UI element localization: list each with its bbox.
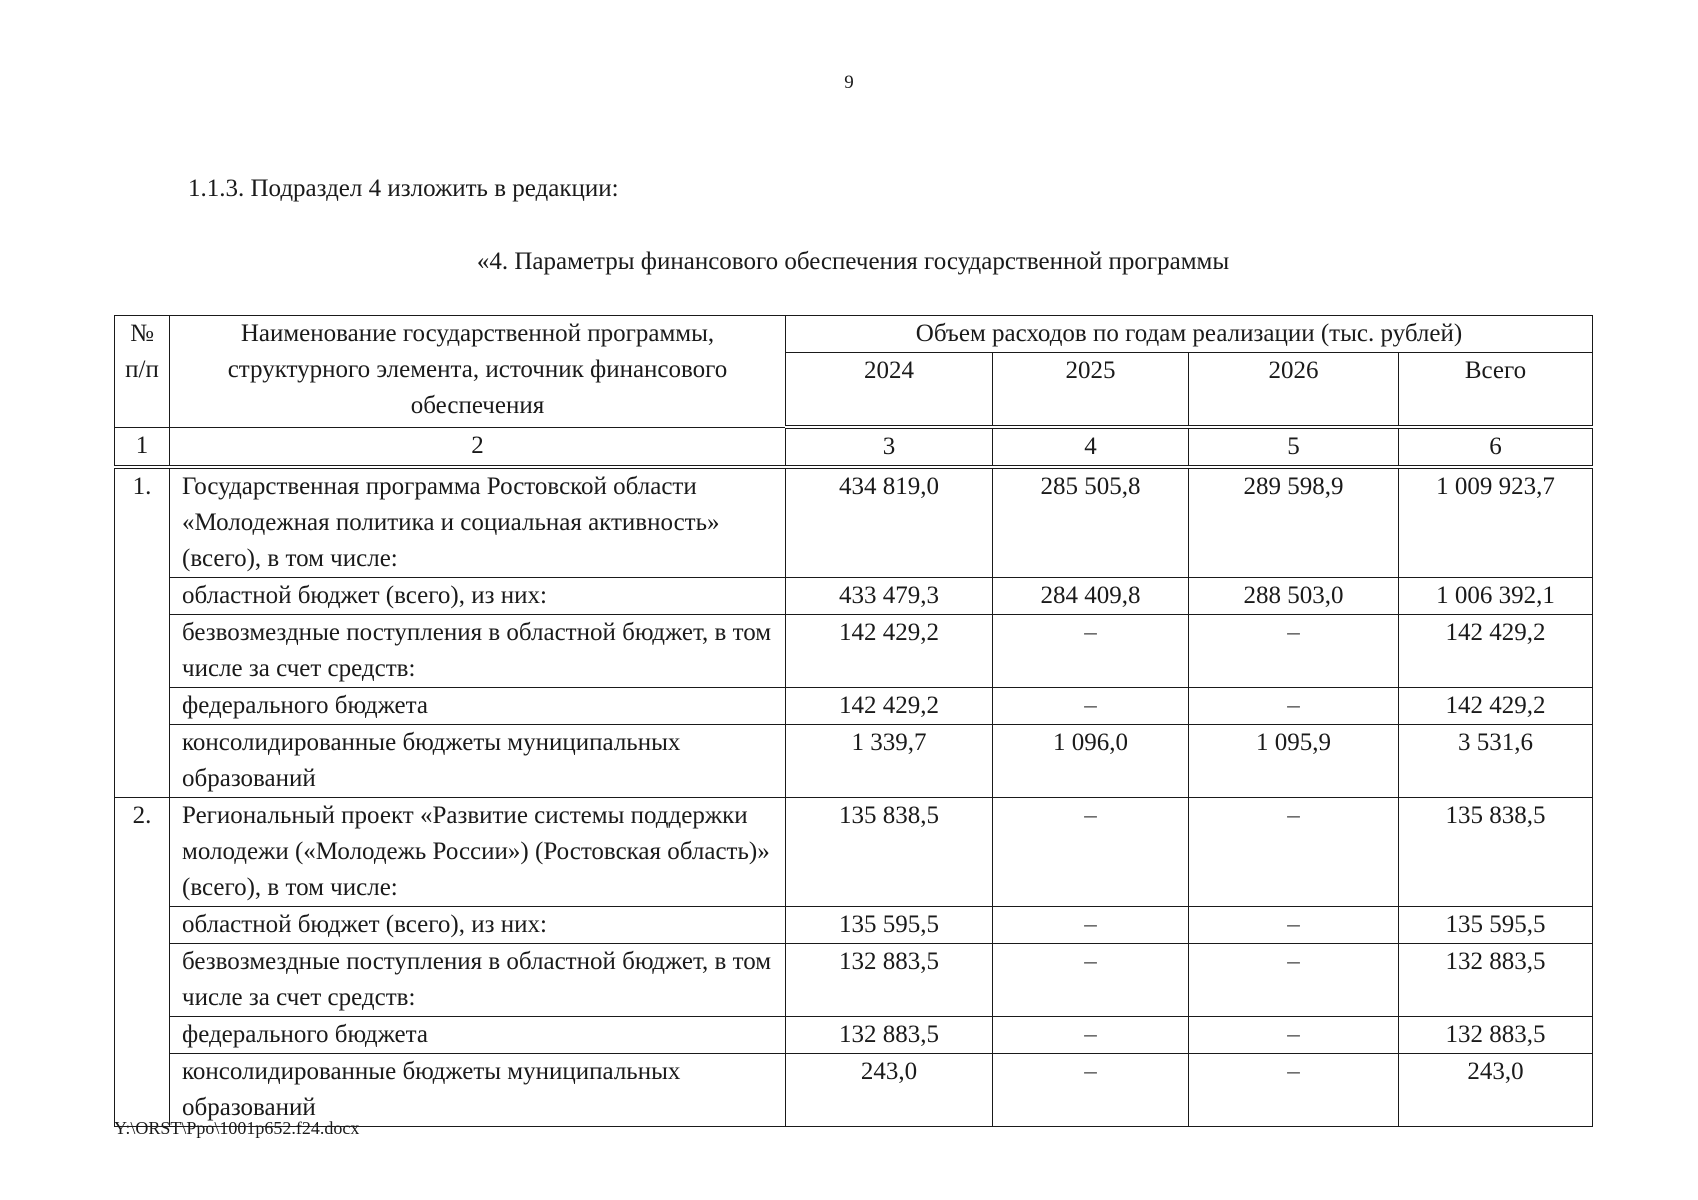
row-name: консолидированные бюджеты муниципальных образований <box>170 725 786 798</box>
cell-v2025: – <box>993 907 1189 944</box>
cell-v2026: – <box>1189 1054 1399 1127</box>
cell-v2025: – <box>993 798 1189 907</box>
header-total: Всего <box>1399 353 1593 428</box>
cell-total: 132 883,5 <box>1399 944 1593 1017</box>
colnum-4: 4 <box>993 427 1189 467</box>
header-year-2026: 2026 <box>1189 353 1399 428</box>
table-row <box>115 798 1593 907</box>
section-heading: «4. Параметры финансового обеспечения государственной программы <box>476 248 1230 275</box>
table-row <box>115 907 1593 944</box>
cell-v2026: – <box>1189 944 1399 1017</box>
cell-total: 135 595,5 <box>1399 907 1593 944</box>
row-name: областной бюджет (всего), из них: <box>170 578 786 615</box>
cell-v2024: 1 339,7 <box>786 725 993 798</box>
header-volume: Объем расходов по годам реализации (тыс. рублей) <box>786 316 1593 353</box>
row-name: безвозмездные поступления в областной бюджет, в том числе за счет средств: <box>170 615 786 688</box>
cell-total: 1 009 923,7 <box>1399 467 1593 578</box>
row-name: безвозмездные поступления в областной бюджет, в том числе за счет средств: <box>170 944 786 1017</box>
colnum-2: 2 <box>170 427 786 467</box>
cell-v2025: – <box>993 944 1189 1017</box>
header-year-2024: 2024 <box>786 353 993 428</box>
cell-v2024: 142 429,2 <box>786 688 993 725</box>
cell-v2024: 243,0 <box>786 1054 993 1127</box>
cell-total: 142 429,2 <box>1399 615 1593 688</box>
cell-v2025: – <box>993 688 1189 725</box>
cell-v2025: 285 505,8 <box>993 467 1189 578</box>
header-year-2025: 2025 <box>993 353 1189 428</box>
cell-v2026: – <box>1189 688 1399 725</box>
row-number: 2. <box>115 798 170 1127</box>
cell-v2024: 132 883,5 <box>786 1017 993 1054</box>
colnum-6: 6 <box>1399 427 1593 467</box>
header-row-1 <box>115 316 1593 353</box>
cell-v2024: 433 479,3 <box>786 578 993 615</box>
colnum-1: 1 <box>115 427 170 467</box>
cell-v2024: 434 819,0 <box>786 467 993 578</box>
cell-v2026: 1 095,9 <box>1189 725 1399 798</box>
table-row <box>115 467 1593 578</box>
row-name: Государственная программа Ростовской области «Молодежная политика и социальная активность» (всего), в том числе: <box>170 467 786 578</box>
cell-total: 1 006 392,1 <box>1399 578 1593 615</box>
file-path-footer: Y:\ORST\Ppo\1001p652.f24.docx <box>114 1118 360 1138</box>
cell-v2025: – <box>993 615 1189 688</box>
row-name: областной бюджет (всего), из них: <box>170 907 786 944</box>
table-row <box>115 725 1593 798</box>
header-name: Наименование государственной программы, структурного элемента, источник финансового обеспечения <box>170 316 786 428</box>
cell-total: 3 531,6 <box>1399 725 1593 798</box>
colnum-5: 5 <box>1189 427 1399 467</box>
cell-v2026: – <box>1189 907 1399 944</box>
table-row <box>115 578 1593 615</box>
cell-total: 132 883,5 <box>1399 1017 1593 1054</box>
row-name: Региональный проект «Развитие системы поддержки молодежи («Молодежь России») (Ростовская область)» (всего), в том числе: <box>170 798 786 907</box>
cell-v2024: 135 595,5 <box>786 907 993 944</box>
table-row <box>115 615 1593 688</box>
row-name: консолидированные бюджеты муниципальных образований <box>170 1054 786 1127</box>
table-row <box>115 1054 1593 1127</box>
cell-v2025: – <box>993 1017 1189 1054</box>
row-name: федерального бюджета <box>170 688 786 725</box>
table-row <box>115 688 1593 725</box>
row-number: 1. <box>115 467 170 798</box>
intro-paragraph: 1.1.3. Подраздел 4 изложить в редакции: <box>188 175 619 202</box>
table-row <box>115 1017 1593 1054</box>
page-number: 9 <box>844 72 854 93</box>
cell-v2024: 132 883,5 <box>786 944 993 1017</box>
cell-v2026: – <box>1189 1017 1399 1054</box>
cell-v2026: 289 598,9 <box>1189 467 1399 578</box>
cell-v2026: 288 503,0 <box>1189 578 1399 615</box>
cell-v2025: 284 409,8 <box>993 578 1189 615</box>
colnum-3: 3 <box>786 427 993 467</box>
cell-v2025: – <box>993 1054 1189 1127</box>
cell-v2026: – <box>1189 798 1399 907</box>
cell-v2024: 142 429,2 <box>786 615 993 688</box>
table-row <box>115 944 1593 1017</box>
cell-v2026: – <box>1189 615 1399 688</box>
cell-total: 135 838,5 <box>1399 798 1593 907</box>
column-numbers-row <box>115 427 1593 467</box>
cell-total: 243,0 <box>1399 1054 1593 1127</box>
cell-v2025: 1 096,0 <box>993 725 1189 798</box>
header-no: № п/п <box>115 316 170 428</box>
financing-table <box>114 315 1593 1127</box>
cell-v2024: 135 838,5 <box>786 798 993 907</box>
row-name: федерального бюджета <box>170 1017 786 1054</box>
cell-total: 142 429,2 <box>1399 688 1593 725</box>
